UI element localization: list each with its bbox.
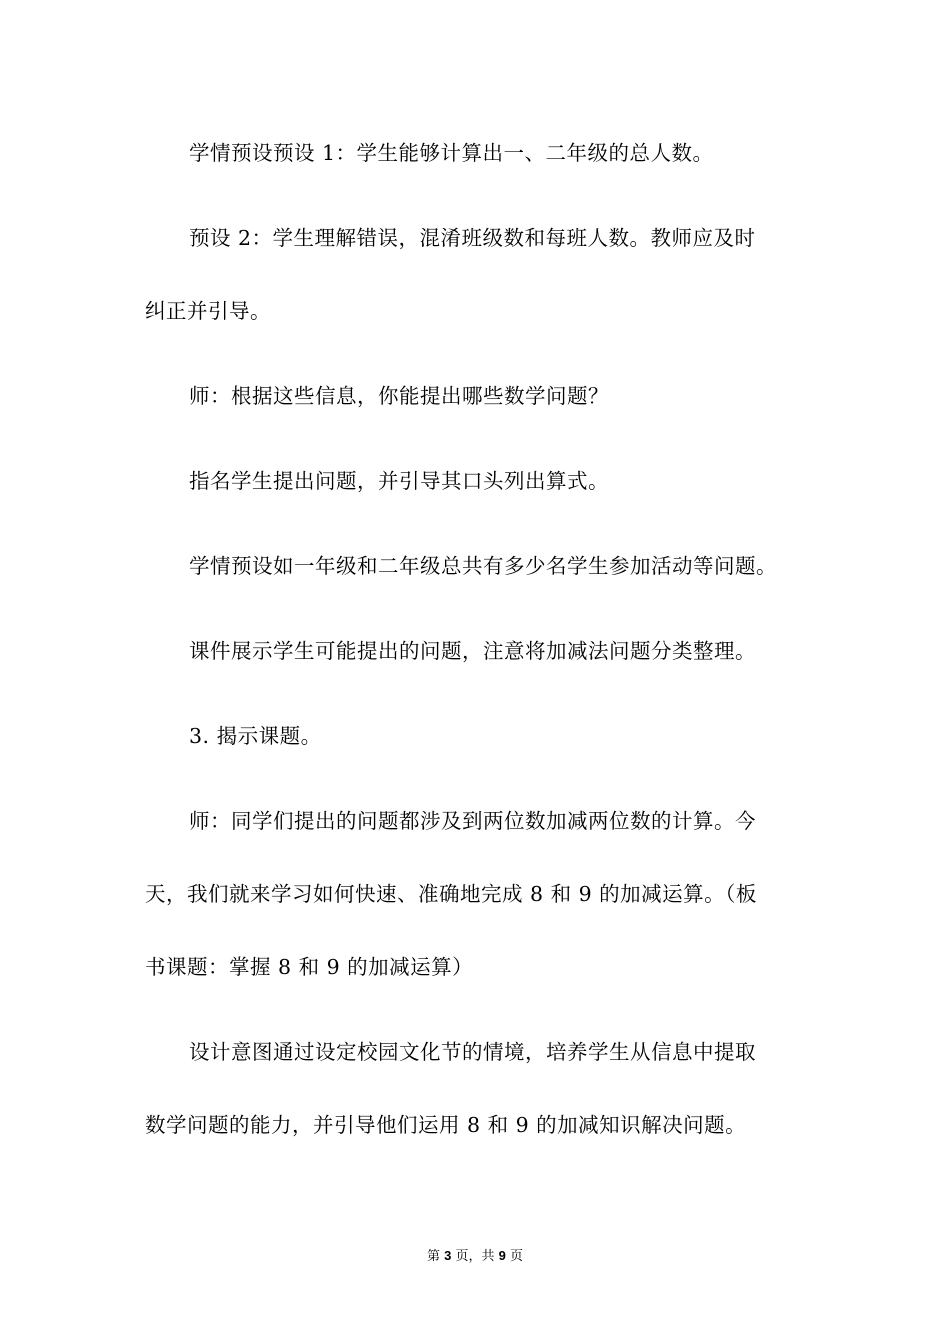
paragraph-line: 纠正并引导。 (145, 299, 271, 323)
footer-middle: 页，共 (455, 1249, 495, 1264)
paragraph-line: 设计意图通过设定校园文化节的情境，培养学生从信息中提取 (189, 1040, 756, 1064)
paragraph-line: 课件展示学生可能提出的问题，注意将加减法问题分类整理。 (189, 639, 756, 663)
paragraph-line: 数学问题的能力，并引导他们运用 8 和 9 的加减知识解决问题。 (145, 1113, 747, 1137)
paragraph-line: 指名学生提出问题，并引导其口头列出算式。 (189, 469, 609, 493)
current-page-number: 3 (444, 1248, 452, 1263)
total-pages-number: 9 (498, 1248, 506, 1263)
paragraph-line: 学情预设预设 1：学生能够计算出一、二年级的总人数。 (189, 141, 714, 165)
footer-suffix: 页 (510, 1249, 524, 1264)
paragraph-line: 学情预设如一年级和二年级总共有多少名学生参加活动等问题。 (189, 554, 777, 578)
paragraph-line: 师：根据这些信息，你能提出哪些数学问题？ (189, 384, 609, 408)
paragraph-line: 师：同学们提出的问题都涉及到两位数加减两位数的计算。今 (189, 809, 756, 833)
page-footer (0, 1247, 950, 1266)
footer-prefix: 第 (426, 1249, 440, 1264)
paragraph-line: 3. 揭示课题。 (189, 724, 322, 748)
paragraph-line: 预设 2：学生理解错误，混淆班级数和每班人数。教师应及时 (189, 226, 756, 250)
paragraph-line: 书课题：掌握 8 和 9 的加减运算） (145, 955, 474, 979)
paragraph-line: 天，我们就来学习如何快速、准确地完成 8 和 9 的加减运算。（板 (145, 882, 757, 906)
